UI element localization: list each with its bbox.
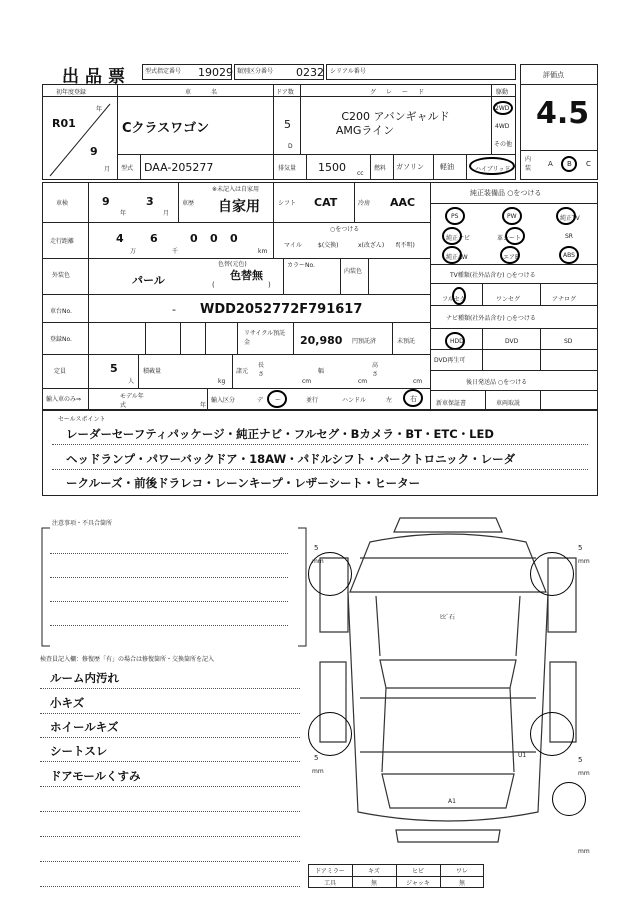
tools-label: 工具 [323, 880, 336, 887]
load-kg: kg [218, 378, 226, 385]
dims-width: 幅 [318, 368, 325, 375]
equip-aw: 純正AW [446, 254, 468, 261]
color-no-label: カラーNo. [287, 262, 315, 269]
break-header: ワレ [455, 868, 468, 875]
tread-rl-mm: mm [312, 768, 324, 775]
recycle-label: リサイクル預託金 [244, 330, 286, 346]
mileage-digit-1: 4 [116, 232, 124, 245]
interior-b: B [567, 160, 572, 168]
fuel-label: 燃料 [374, 165, 387, 172]
grade-label: グレード [370, 89, 435, 96]
cc-unit: cc [357, 170, 364, 177]
model-label: 型式 [121, 165, 134, 172]
insp-year-unit: 年 [120, 210, 127, 217]
first-reg-label: 初年度登録 [56, 89, 87, 96]
import-label: 輸入車のみ⇒ [46, 396, 82, 403]
wheel-rear-right [530, 712, 574, 756]
dims-label: 諸元 [236, 368, 249, 375]
tread-fr-mm: mm [578, 558, 590, 565]
color-paren-close: ) [268, 281, 271, 289]
note-item-5: ドアモールくすみ [50, 769, 141, 783]
shift-value: CAT [314, 196, 338, 209]
mileage-unknown: f(不明) [396, 242, 415, 249]
navi-sd: SD [564, 338, 573, 345]
mileage-digit-2: 6 [150, 232, 158, 245]
recycle-deposited: 円預託済 [352, 338, 377, 345]
note-item-1: ルーム内汚れ [50, 671, 119, 685]
fuel-hybrid: ハイブリッド [475, 166, 511, 173]
class-value: 0232 [296, 66, 324, 79]
equip-pw-circle [502, 207, 522, 225]
mark-u1: U1 [518, 752, 527, 759]
navi-title: ナビ種類(社外品含む) ○をつける [446, 315, 536, 322]
dims-height: 高さ [372, 362, 379, 378]
doors-value: 5 [284, 118, 291, 131]
notes-bracket [40, 526, 310, 648]
car-name-label: 車名 [185, 89, 238, 96]
tread-fl-mm: mm [312, 558, 324, 565]
equip-navi-circle [442, 227, 462, 245]
interior-label: 内装 [525, 156, 532, 172]
capacity-label: 定員 [54, 368, 67, 375]
capacity-value: 5 [110, 362, 118, 375]
vin-dash: - [172, 303, 176, 316]
equip-airbag: エアB [503, 254, 520, 261]
scratch-header: キズ [368, 868, 380, 875]
serial-label: シリアル番号 [330, 68, 366, 75]
import-dash: ー [275, 397, 282, 404]
later-title: 後日発送品 ○をつける [466, 379, 528, 386]
equip-pw: PW [507, 213, 517, 220]
import-dealer-circle [267, 390, 287, 408]
car-name: Cクラスワゴン [122, 121, 210, 136]
dims-width-cm: cm [358, 378, 368, 385]
crack-header: ヒビ [411, 868, 424, 875]
later-manual: 車両取説 [496, 400, 521, 407]
equip-tv: 純正TV [560, 215, 580, 222]
tv-analog: アナログ [552, 296, 577, 303]
mileage-digit-3: 0 [190, 232, 198, 245]
drive-2wd: 2WD [495, 105, 510, 112]
mileage-man: 万 [130, 248, 137, 255]
sales-line-3: ークルーズ・前後ドラレコ・レーンキープ・レザーシート・ヒーター [66, 476, 421, 490]
ac-value: AAC [390, 196, 416, 209]
score-label: 評価点 [543, 71, 564, 79]
shift-label: シフト [278, 200, 297, 207]
ac-label: 冷房 [358, 200, 371, 207]
interior-color-label: 内装色 [344, 268, 363, 275]
class-label: 類別区分番号 [237, 68, 274, 75]
vin-label: 車台No. [50, 308, 72, 315]
wheel-rear-left [308, 712, 352, 756]
equip-abs-circle [559, 246, 579, 264]
tools-value: 無 [370, 880, 377, 887]
reg-no-label: 登録No. [50, 336, 72, 343]
navi-dvd-play: DVD再生可 [434, 357, 466, 364]
equip-ps: PS [451, 213, 459, 220]
year-unit: 年 [96, 106, 103, 113]
mileage-digit-5: 0 [230, 232, 238, 245]
import-year: 年 [200, 402, 207, 409]
doors-label: ドア数 [276, 89, 294, 96]
mileage-mile: マイル [284, 242, 302, 249]
dims-height-cm: cm [413, 378, 423, 385]
spare-mm: mm [578, 848, 590, 855]
drive-4wd: 4WD [495, 123, 510, 130]
mark-chip: ﾋﾋﾞ石 [440, 614, 456, 621]
displacement-label: 排気量 [278, 165, 297, 172]
interior-b-circle [561, 156, 577, 172]
mileage-circle-note: ○をつける [330, 226, 360, 233]
history-value: 自家用 [218, 199, 260, 215]
displacement-value: 1500 [318, 161, 346, 174]
fuel-diesel: 軽油 [440, 163, 454, 171]
sales-line-2: ヘッドランプ・パワーバックドア・18AW・パドルシフト・パークトロニック・レーダ [66, 452, 516, 466]
mileage-km: km [258, 248, 268, 255]
inspector-label: 検査員記入欄：修復歴「有」の場合は修復箇所・交換箇所を記入 [40, 656, 215, 663]
tv-fullseg-circle [452, 287, 466, 305]
month-unit: 月 [104, 166, 111, 173]
capacity-unit: 人 [128, 378, 135, 385]
jack-value: 無 [458, 880, 465, 887]
recycle-value: 20,980 [300, 334, 343, 347]
equip-aw-circle [442, 246, 462, 264]
wheel-front-right [530, 552, 574, 596]
type-cert-label: 型式指定番号 [145, 68, 182, 75]
load-label: 積載量 [143, 368, 162, 375]
tv-fullseg: フルセグ [442, 296, 466, 303]
mileage-exchanged: $(交換) [318, 242, 339, 249]
insp-month: 3 [146, 195, 154, 208]
equip-ps-circle [445, 207, 465, 225]
tread-fl: 5 [314, 544, 319, 552]
mileage-altered: x(改ざん) [358, 242, 385, 249]
import-model-year: モデル年式 [120, 393, 144, 409]
inspection-label: 車検 [56, 200, 69, 207]
import-dealer: デ [257, 397, 264, 404]
equip-navi: 純正ナビ [446, 235, 471, 242]
equip-title: 純正装備品 ○をつける [470, 189, 542, 197]
tread-rr-mm: mm [578, 770, 590, 777]
tread-fr: 5 [578, 544, 583, 552]
mileage-sen: 千 [172, 248, 179, 255]
history-note: ※未記入は自家用 [212, 186, 260, 193]
navi-hdd-circle [445, 332, 465, 350]
drive-2wd-circle [493, 101, 513, 115]
grade-line1: C200 アバンギャルド [341, 110, 450, 123]
model-value: DAA-205277 [144, 161, 214, 174]
later-warranty: 新車保証書 [436, 400, 467, 407]
equip-tv-circle [556, 207, 576, 225]
notes-label: 注意事項・不具合箇所 [52, 520, 113, 527]
equip-abs: ABS [563, 252, 575, 259]
handle-left: 左 [386, 397, 393, 404]
jack-label: ジャッキ [406, 880, 430, 887]
vin-value: WDD2052772F791617 [200, 302, 363, 317]
era-value: R01 [52, 117, 76, 130]
tread-rr: 5 [578, 756, 583, 764]
drive-label: 駆動 [496, 89, 509, 96]
equip-sr: SR [565, 233, 573, 240]
navi-dvd: DVD [505, 338, 519, 345]
insp-year: 9 [102, 195, 110, 208]
dims-length-cm: cm [302, 378, 312, 385]
interior-c: C [586, 160, 591, 168]
color-value: パール [132, 274, 165, 287]
note-item-3: ホイールキズ [50, 720, 119, 734]
fuel-gasoline: ガソリン [396, 163, 424, 171]
score-value: 4.5 [536, 96, 590, 131]
navi-hdd: HDD [450, 338, 464, 345]
equip-leather-circle [505, 227, 525, 245]
sales-label: セールスポイント [58, 416, 106, 423]
history-label: 車歴 [182, 200, 195, 207]
color-paren-open: ( [212, 281, 215, 289]
grade-line2: AMGライン [335, 124, 395, 137]
dims-length: 長さ [258, 362, 265, 378]
tv-title: TV種類(社外品含む) ○をつける [450, 272, 536, 279]
page-title: 出品票 [62, 67, 131, 87]
sales-line-1: レーダーセーフティパッケージ・純正ナビ・フルセグ・Bカメラ・BT・ETC・LED [66, 427, 494, 441]
mirror-header: ドアミラー [315, 868, 345, 875]
spare-tire [552, 782, 586, 816]
color-orig-label: 色替(元色) [218, 261, 247, 268]
insp-month-unit: 月 [163, 210, 170, 217]
mileage-digit-4: 0 [210, 232, 218, 245]
type-cert-value: 19029 [198, 66, 233, 79]
handle-label: ハンドル [342, 397, 367, 404]
equip-leather: 革シート [497, 235, 522, 242]
drive-other: その他 [494, 141, 513, 148]
equip-airbag-circle [500, 246, 520, 264]
handle-right-circle [403, 389, 423, 407]
tread-rl: 5 [314, 754, 319, 762]
tv-oneseg: ワンセグ [496, 296, 521, 303]
color-change: 色替無 [230, 269, 263, 282]
import-div-label: 輸入区分 [211, 397, 236, 404]
fuel-hybrid-circle [469, 157, 515, 175]
import-parallel: 並行 [306, 397, 319, 404]
mileage-label: 走行距離 [50, 238, 75, 245]
mark-a1: A1 [448, 798, 456, 805]
note-item-2: 小キズ [50, 696, 85, 710]
color-label: 外装色 [52, 272, 71, 279]
note-item-4: シートスレ [50, 744, 108, 758]
handle-right: 右 [410, 395, 417, 403]
recycle-not-deposited: 未預託 [397, 338, 416, 345]
doors-d: D [288, 143, 293, 150]
interior-a: A [548, 160, 553, 168]
month-value: 9 [90, 145, 98, 158]
